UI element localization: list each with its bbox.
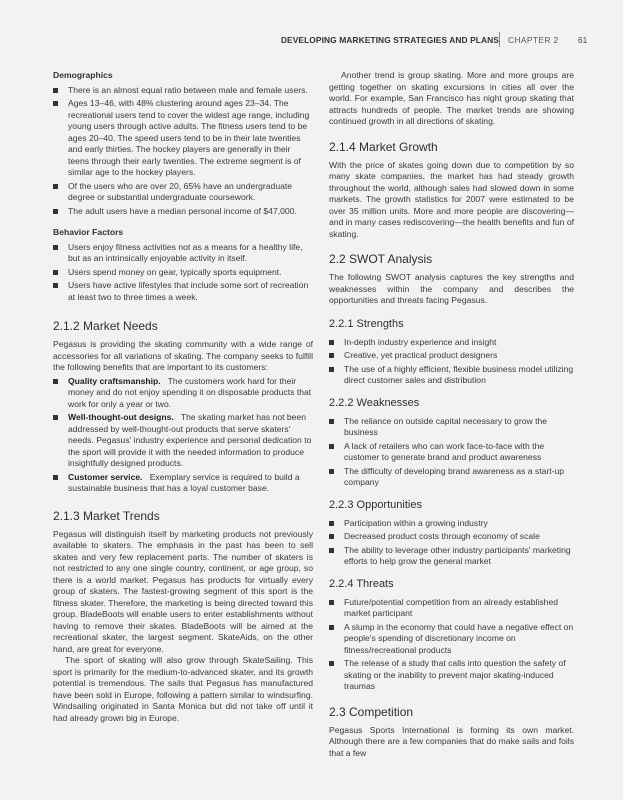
market-trends-paragraph-1: Pegasus will distinguish itself by marketing products not previously available to skaters. The emphasis in the past has been to sell skates and very few replacement parts. The number of skaters is not restricted to any one single country, continent, or age group, so there is a world market. Pegasus has products for virtually every group of skaters. The fastest-growing segment of this sport is the fitness skater. Therefore, the marketing is being directed toward this group. BladeBoots will enable users to enter establishments without having to remove their skates. BladeBoots will be aimed at the recreational skater, the largest segment. SkateAids, on the other hand, are great for everyone.	[53, 528, 313, 654]
right-column	[329, 70, 574, 759]
bullet-icon	[329, 367, 334, 372]
list-item: The reliance on outside capital necessary to grow the business	[329, 416, 574, 439]
bullet-icon	[329, 444, 334, 449]
bullet-icon	[53, 475, 58, 480]
demographics-list	[53, 85, 313, 218]
strengths-list	[329, 337, 574, 387]
chapter-label: CHAPTER 2	[508, 35, 559, 45]
strengths-heading: 2.2.1 Strengths	[329, 317, 404, 330]
bullet-icon	[53, 184, 58, 189]
bullet-icon	[53, 270, 58, 275]
bullet-icon	[329, 521, 334, 526]
list-item: The adult users have a median personal income of $47,000.	[53, 206, 313, 218]
bullet-icon	[53, 415, 58, 420]
bullet-icon	[329, 548, 334, 553]
list-item: Creative, yet practical product designers	[329, 350, 574, 362]
market-needs-intro: Pegasus is providing the skating community with a wide range of accessories for all variations of skating. The company seeks to fulfill the following benefits that are important to its customers:	[53, 339, 313, 372]
market-growth-heading: 2.1.4 Market Growth	[329, 139, 438, 154]
group-skating-paragraph: Another trend is group skating. More and more groups are getting together on skating excursions in cities all over the world. For example, San Francisco has night group skating that attracts hundreds of people. The market trends are showing continued growth in all directions of skating.	[329, 70, 574, 126]
bullet-icon	[329, 419, 334, 424]
behavior-title: Behavior Factors	[53, 227, 124, 237]
list-item: Participation within a growing industry	[329, 518, 574, 530]
list-item: Of the users who are over 20, 65% have an undergraduate degree or substantial undergraduate coursework.	[53, 181, 313, 204]
swot-heading: 2.2 SWOT Analysis	[329, 252, 433, 266]
list-item: A slump in the economy that could have a negative effect on people's spending of discretionary income on fitness/recreational products	[329, 622, 574, 657]
bullet-icon	[53, 379, 58, 384]
page-number: 61	[578, 35, 588, 45]
list-item: The release of a study that calls into question the safety of skating or the inability to prevent major skating-induced traumas	[329, 658, 574, 693]
list-item: The use of a highly efficient, flexible business model utilizing direct customer sales and distribution	[329, 364, 574, 387]
behavior-list	[53, 242, 313, 304]
list-item: Ages 13–46, with 48% clustering around ages 23–34. The recreational users tend to cover the widest age range, including young users through active adults. The fitness users tend to be ages 20–40. The speed users tend to be in their late twenties and early thirties. The hockey players are generally in their teens through their early twenties. The extreme segment is of similar age to the hockey players.	[53, 98, 313, 179]
weaknesses-heading: 2.2.2 Weaknesses	[329, 396, 420, 409]
market-trends-paragraph-2: The sport of skating will also grow through SkateSailing. This sport is primarily for the medium-to-advanced skater, and its growth potential is tremendous. The sails that Pegasus has manufactured have been sold in Europe, following a pattern similar to windsurfing. Windsailing originated in Santa Monica but did not take off until it had already grown big in Europe.	[53, 655, 313, 723]
competition-heading: 2.3 Competition	[329, 704, 414, 719]
header-divider	[499, 32, 500, 47]
opportunities-list	[329, 518, 574, 568]
list-item: Customer service. Exemplary service is required to build a sustainable business that has a loyal customer base.	[53, 472, 313, 495]
opportunities-heading: 2.2.3 Opportunities	[329, 498, 422, 511]
list-item: Well-thought-out designs. The skating market has not been addressed by well-thought-out products that serve skaters' needs. Pegasus' industry experience and personal dedication to the sport will provide it with the needed information to produce insightfully designed products.	[53, 412, 313, 470]
market-growth-text: With the price of skates going down due to competition by so many skate companies, the market has had steady growth throughout the world, although sales had slowed down in some markets. The growth statistics for 2007 were estimated to be over 35 million units. More and more people are discovering—and in many cases rediscovering—the health benefits and fun of skating.	[329, 159, 574, 239]
weaknesses-list	[329, 416, 574, 489]
bullet-icon	[53, 88, 58, 93]
list-item: Decreased product costs through economy of scale	[329, 531, 574, 543]
bullet-icon	[329, 469, 334, 474]
threats-list	[329, 597, 574, 693]
bullet-icon	[53, 283, 58, 288]
bullet-icon	[329, 534, 334, 539]
list-item: The ability to leverage other industry participants' marketing efforts to help grow the general market	[329, 545, 574, 568]
bullet-icon	[329, 353, 334, 358]
bullet-icon	[329, 600, 334, 605]
list-item: Users have active lifestyles that include some sort of recreation at least two to three times a week.	[53, 280, 313, 303]
demographics-title: Demographics	[53, 70, 113, 80]
running-header	[0, 30, 623, 50]
list-item: Quality craftsmanship. The customers work hard for their money and do not enjoy spending it on disposable products that work for only a year or two.	[53, 376, 313, 411]
market-needs-list	[53, 376, 313, 495]
market-trends-heading: 2.1.3 Market Trends	[53, 508, 160, 523]
bullet-icon	[53, 209, 58, 214]
market-needs-heading: 2.1.2 Market Needs	[53, 319, 158, 333]
competition-text: Pegasus Sports International is forming its own market. Although there are a few companies that do make sails and foils that a few	[329, 724, 574, 758]
bullet-icon	[53, 245, 58, 250]
threats-heading: 2.2.4 Threats	[329, 577, 394, 590]
bullet-icon	[53, 101, 58, 106]
list-item: Future/potential competition from an already established market participant	[329, 597, 574, 620]
list-item: In-depth industry experience and insight	[329, 337, 574, 349]
bullet-icon	[329, 625, 334, 630]
list-item: A lack of retailers who can work face-to-face with the customer to generate brand and product awareness	[329, 441, 574, 464]
list-item: There is an almost equal ratio between male and female users.	[53, 85, 313, 97]
bullet-icon	[329, 340, 334, 345]
running-title: DEVELOPING MARKETING STRATEGIES AND PLANS	[280, 35, 499, 45]
list-item: Users enjoy fitness activities not as a means for a healthy life, but as an intrinsically enjoyable activity in itself.	[53, 242, 313, 265]
list-item: Users spend money on gear, typically sports equipment.	[53, 267, 313, 279]
swot-text: The following SWOT analysis captures the key strengths and weaknesses within the company and describes the opportunities and threats facing Pegasus.	[329, 272, 574, 305]
left-column	[53, 70, 313, 724]
bullet-icon	[329, 661, 334, 666]
list-item: The difficulty of developing brand awareness as a start-up company	[329, 466, 574, 489]
